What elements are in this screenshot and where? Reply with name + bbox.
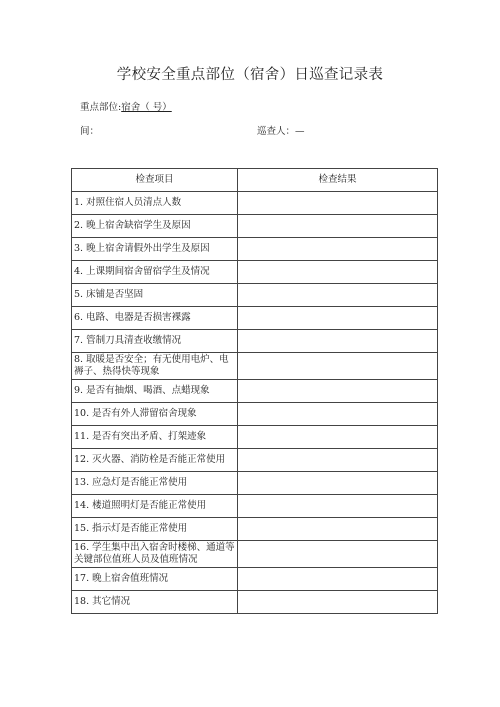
inspection-result-cell[interactable] bbox=[238, 449, 438, 472]
location-value: 宿舍（ 号） bbox=[121, 102, 172, 113]
inspection-result-cell[interactable] bbox=[238, 568, 438, 591]
inspection-result-cell[interactable] bbox=[238, 284, 438, 307]
time-label: 间： bbox=[80, 126, 100, 137]
inspection-item: 17. 晚上宿舍值班情况 bbox=[72, 568, 238, 591]
inspection-item: 18. 其它情况 bbox=[72, 591, 238, 614]
table-row bbox=[72, 541, 438, 568]
inspection-result-cell[interactable] bbox=[238, 403, 438, 426]
inspection-item: 15. 指示灯是否能正常使用 bbox=[72, 518, 238, 541]
inspection-item: 12. 灭火器、消防栓是否能正常使用 bbox=[72, 449, 238, 472]
table-row bbox=[72, 495, 438, 518]
table-row bbox=[72, 518, 438, 541]
table-row bbox=[72, 568, 438, 591]
table-header-row bbox=[72, 169, 438, 192]
inspection-result-cell[interactable] bbox=[238, 307, 438, 330]
location-line bbox=[80, 99, 172, 113]
table-row bbox=[72, 591, 438, 614]
inspection-result-cell[interactable] bbox=[238, 380, 438, 403]
table-row bbox=[72, 472, 438, 495]
page-title: 学校安全重点部位（宿舍）日巡查记录表 bbox=[116, 67, 384, 83]
table-row bbox=[72, 261, 438, 284]
header-inspection-item: 检查项目 bbox=[72, 169, 238, 192]
inspection-result-cell[interactable] bbox=[238, 426, 438, 449]
table-row bbox=[72, 426, 438, 449]
header-inspection-result: 检查结果 bbox=[238, 169, 438, 192]
inspection-item: 2. 晚上宿舍缺宿学生及原因 bbox=[72, 215, 238, 238]
inspection-table bbox=[71, 168, 438, 614]
inspection-item: 3. 晚上宿舍请假外出学生及原因 bbox=[72, 238, 238, 261]
inspection-result-cell[interactable] bbox=[238, 261, 438, 284]
inspection-item: 14. 楼道照明灯是否能正常使用 bbox=[72, 495, 238, 518]
inspection-result-cell[interactable] bbox=[238, 495, 438, 518]
inspection-result-cell[interactable] bbox=[238, 541, 438, 568]
inspection-item: 13. 应急灯是否能正常使用 bbox=[72, 472, 238, 495]
inspection-result-cell[interactable] bbox=[238, 238, 438, 261]
table-row bbox=[72, 284, 438, 307]
inspection-item: 4. 上课期间宿舍留宿学生及情况 bbox=[72, 261, 238, 284]
inspection-item: 10. 是否有外人滞留宿舍现象 bbox=[72, 403, 238, 426]
inspection-item: 7. 管制刀具清查收缴情况 bbox=[72, 330, 238, 353]
table-row bbox=[72, 215, 438, 238]
table-row bbox=[72, 307, 438, 330]
table-row bbox=[72, 238, 438, 261]
inspection-item: 8. 取暖是否安全；有无使用电炉、电褥子、热得快等现象 bbox=[72, 353, 238, 380]
inspection-item: 6. 电路、电器是否损害裸露 bbox=[72, 307, 238, 330]
inspection-item: 16. 学生集中出入宿舍时楼梯、通道等关键部位值班人员及值班情况 bbox=[72, 541, 238, 568]
inspection-result-cell[interactable] bbox=[238, 215, 438, 238]
table-row bbox=[72, 192, 438, 215]
inspection-result-cell[interactable] bbox=[238, 518, 438, 541]
inspection-result-cell[interactable] bbox=[238, 192, 438, 215]
inspection-item: 9. 是否有抽烟、喝酒、点蜡现象 bbox=[72, 380, 238, 403]
table-row bbox=[72, 353, 438, 380]
inspector-label: 巡查人：— bbox=[257, 126, 305, 137]
table-row bbox=[72, 449, 438, 472]
inspection-item: 1. 对照住宿人员清点人数 bbox=[72, 192, 238, 215]
inspection-result-cell[interactable] bbox=[238, 591, 438, 614]
table-row bbox=[72, 330, 438, 353]
table-row bbox=[72, 403, 438, 426]
table-row bbox=[72, 380, 438, 403]
inspection-result-cell[interactable] bbox=[238, 353, 438, 380]
location-label: 重点部位: bbox=[80, 102, 122, 113]
inspection-item: 5. 床铺是否坚固 bbox=[72, 284, 238, 307]
inspection-result-cell[interactable] bbox=[238, 330, 438, 353]
inspection-result-cell[interactable] bbox=[238, 472, 438, 495]
inspection-item: 11. 是否有突出矛盾、打架迹象 bbox=[72, 426, 238, 449]
